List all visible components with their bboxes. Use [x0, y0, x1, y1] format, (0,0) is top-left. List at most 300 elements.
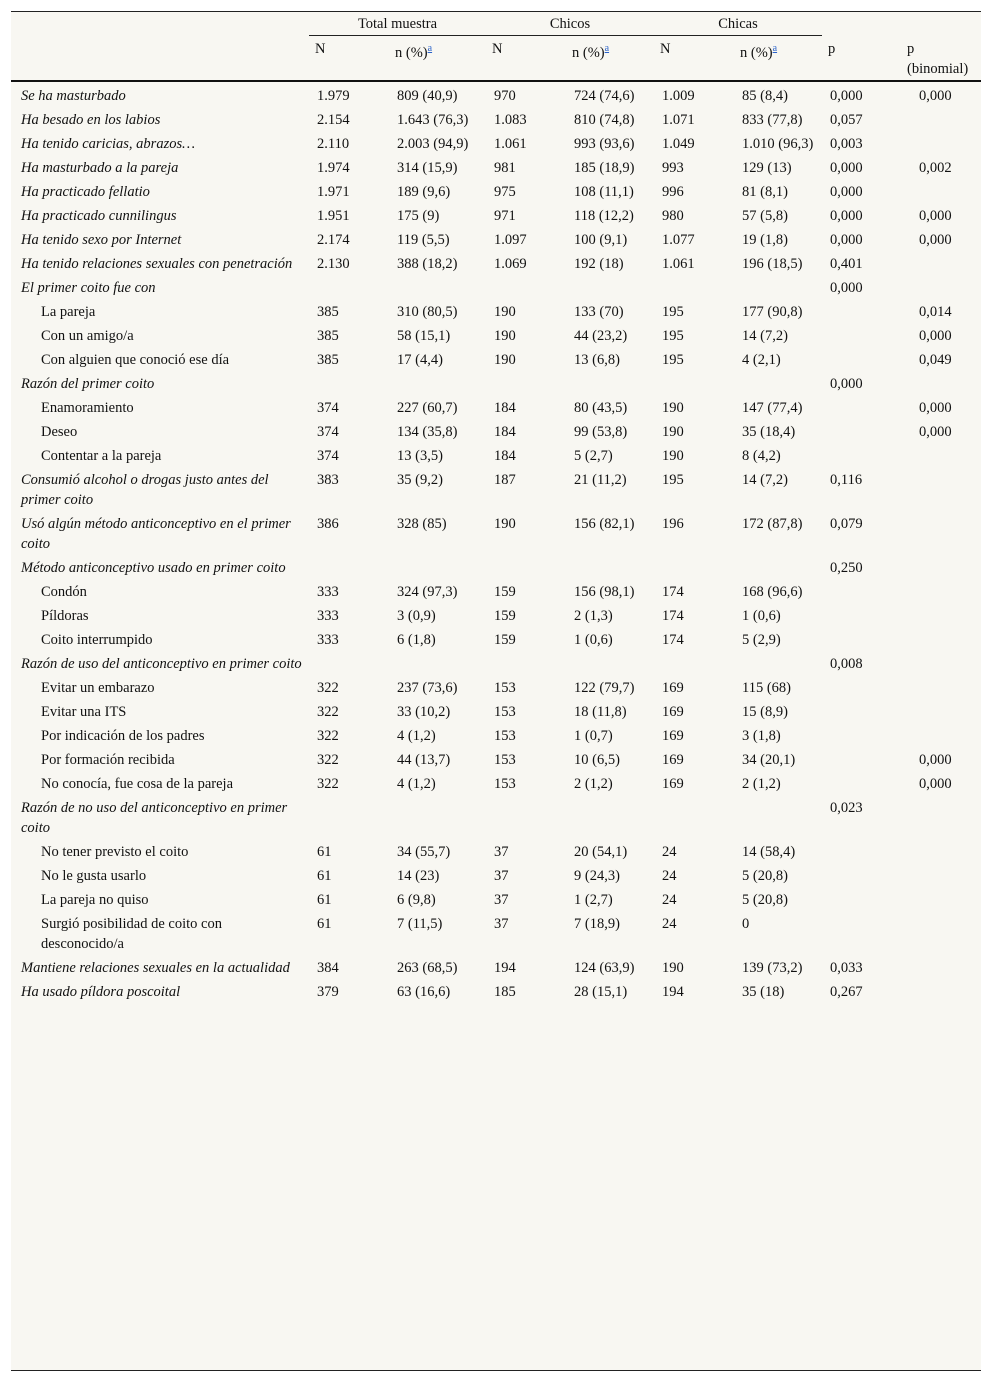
cell-npct-girls: 172 (87,8) — [742, 516, 803, 532]
cell-npct-total — [389, 796, 486, 840]
cell-npct-total: 134 (35,8) — [397, 424, 458, 440]
cell-p — [822, 604, 901, 628]
cell-npct-boys: 1 (0,7) — [574, 728, 613, 744]
cell-n-girls: 24 — [662, 916, 677, 932]
cell-npct-total: 58 (15,1) — [397, 328, 451, 344]
cell-p: 0,267 — [830, 984, 863, 1000]
table-row — [11, 888, 981, 912]
cell-npct-girls: 85 (8,4) — [742, 88, 788, 104]
cell-npct-girls — [734, 796, 822, 840]
cell-npct-total: 388 (18,2) — [397, 256, 458, 272]
cell-n-total: 61 — [317, 868, 332, 884]
cell-n-girls: 980 — [662, 208, 684, 224]
cell-n-total — [309, 372, 389, 396]
cell-n-girls — [654, 276, 734, 300]
table-row — [11, 396, 981, 420]
cell-p-binomial: 0,000 — [919, 208, 952, 224]
cell-p-binomial — [901, 108, 981, 132]
cell-n-girls: 196 — [662, 516, 684, 532]
cell-npct-total: 63 (16,6) — [397, 984, 451, 1000]
cell-npct-boys: 192 (18) — [574, 256, 624, 272]
table-row — [11, 204, 981, 228]
cell-p — [822, 772, 901, 796]
cell-n-boys: 190 — [494, 352, 516, 368]
cell-n-girls: 24 — [662, 868, 677, 884]
cell-p: 0,000 — [830, 184, 863, 200]
cell-n-girls: 169 — [662, 704, 684, 720]
cell-n-total: 385 — [317, 352, 339, 368]
cell-npct-total — [389, 652, 486, 676]
cell-n-girls: 174 — [662, 608, 684, 624]
cell-npct-total — [389, 276, 486, 300]
cell-p-binomial — [901, 468, 981, 512]
cell-n-boys: 190 — [494, 328, 516, 344]
cell-npct-boys: 5 (2,7) — [574, 448, 613, 464]
table-row — [11, 468, 981, 512]
cell-n-girls: 996 — [662, 184, 684, 200]
cell-npct-total: 314 (15,9) — [397, 160, 458, 176]
cell-n-total: 2.154 — [317, 112, 350, 128]
cell-n-total: 333 — [317, 632, 339, 648]
cell-p-binomial — [901, 700, 981, 724]
table-row — [11, 252, 981, 276]
table-row — [11, 324, 981, 348]
cell-npct-boys: 21 (11,2) — [574, 472, 627, 488]
cell-n-total: 1.979 — [317, 88, 350, 104]
cell-p-binomial — [901, 796, 981, 840]
cell-p-binomial: 0,000 — [919, 328, 952, 344]
table-row — [11, 228, 981, 252]
cell-p — [822, 724, 901, 748]
table-row — [11, 676, 981, 700]
row-label: Ha usado píldora poscoital — [21, 984, 181, 1000]
header-blank — [11, 12, 309, 39]
table-row — [11, 840, 981, 864]
cell-npct-total: 263 (68,5) — [397, 960, 458, 976]
row-label: No le gusta usarlo — [41, 868, 147, 884]
cell-p-binomial: 0,000 — [919, 752, 952, 768]
table-row — [11, 300, 981, 324]
cell-n-total: 2.174 — [317, 232, 350, 248]
cell-npct-boys: 156 (82,1) — [574, 516, 635, 532]
cell-npct-total: 4 (1,2) — [397, 776, 436, 792]
cell-npct-total: 6 (9,8) — [397, 892, 436, 908]
row-label: Razón del primer coito — [21, 376, 155, 392]
row-label: Ha practicado fellatio — [21, 184, 150, 200]
cell-npct-total: 6 (1,8) — [397, 632, 436, 648]
table-row — [11, 580, 981, 604]
cell-npct-total: 324 (97,3) — [397, 584, 458, 600]
cell-npct-girls: 1.010 (96,3) — [742, 136, 814, 152]
table-row — [11, 912, 981, 956]
cell-p: 0,008 — [830, 656, 863, 672]
cell-npct-total: 809 (40,9) — [397, 88, 458, 104]
cell-p-binomial — [901, 980, 981, 1004]
cell-npct-boys: 28 (15,1) — [574, 984, 628, 1000]
cell-n-boys — [486, 556, 566, 580]
cell-n-boys: 153 — [494, 728, 516, 744]
table-row — [11, 276, 981, 300]
cell-n-boys: 153 — [494, 752, 516, 768]
cell-npct-boys: 1 (0,6) — [574, 632, 613, 648]
cell-npct-girls: 115 (68) — [742, 680, 791, 696]
cell-n-total: 61 — [317, 892, 332, 908]
col-header-p-binomial: p (binomial) — [907, 41, 969, 77]
cell-npct-girls: 147 (77,4) — [742, 400, 803, 416]
footnote-link[interactable]: a — [427, 43, 433, 54]
cell-npct-girls: 14 (7,2) — [742, 328, 788, 344]
cell-p: 0,000 — [830, 376, 863, 392]
table-row — [11, 156, 981, 180]
row-label: El primer coito fue con — [21, 280, 156, 296]
row-label: Se ha masturbado — [21, 88, 126, 104]
cell-n-total: 1.971 — [317, 184, 350, 200]
cell-npct-girls: 129 (13) — [742, 160, 792, 176]
cell-npct-boys: 185 (18,9) — [574, 160, 635, 176]
cell-n-girls: 1.049 — [662, 136, 695, 152]
cell-p-binomial — [901, 132, 981, 156]
cell-p — [822, 348, 901, 372]
cell-n-total: 333 — [317, 608, 339, 624]
cell-p-binomial: 0,000 — [919, 232, 952, 248]
row-label: Por indicación de los padres — [41, 728, 205, 744]
cell-n-total: 322 — [317, 728, 339, 744]
cell-n-total — [309, 652, 389, 676]
cell-p-binomial — [901, 912, 981, 956]
cell-npct-girls: 1 (0,6) — [742, 608, 781, 624]
cell-p — [822, 420, 901, 444]
cell-npct-total: 2.003 (94,9) — [397, 136, 469, 152]
table-row — [11, 748, 981, 772]
row-label: No tener previsto el coito — [41, 844, 189, 860]
cell-n-total: 385 — [317, 328, 339, 344]
cell-npct-girls: 196 (18,5) — [742, 256, 803, 272]
cell-n-total: 322 — [317, 776, 339, 792]
cell-n-boys: 184 — [494, 400, 516, 416]
cell-p — [822, 840, 901, 864]
cell-n-total: 384 — [317, 960, 339, 976]
cell-npct-girls: 833 (77,8) — [742, 112, 803, 128]
cell-npct-girls: 5 (20,8) — [742, 868, 788, 884]
cell-p: 0,401 — [830, 256, 863, 272]
cell-npct-boys: 133 (70) — [574, 304, 624, 320]
cell-npct-total: 237 (73,6) — [397, 680, 458, 696]
cell-p-binomial — [901, 444, 981, 468]
cell-n-boys: 1.097 — [494, 232, 527, 248]
cell-npct-boys: 100 (9,1) — [574, 232, 628, 248]
table-header — [11, 12, 981, 81]
cell-p-binomial — [901, 580, 981, 604]
table-row — [11, 348, 981, 372]
cell-n-total — [309, 276, 389, 300]
cell-npct-total: 17 (4,4) — [397, 352, 443, 368]
cell-p-binomial — [901, 276, 981, 300]
row-label: No conocía, fue cosa de la pareja — [41, 776, 234, 792]
cell-npct-boys: 118 (12,2) — [574, 208, 634, 224]
cell-p — [822, 300, 901, 324]
cell-npct-boys: 99 (53,8) — [574, 424, 628, 440]
cell-n-boys: 187 — [494, 472, 516, 488]
cell-n-boys: 981 — [494, 160, 516, 176]
cell-p-binomial: 0,000 — [919, 88, 952, 104]
cell-p-binomial — [901, 652, 981, 676]
table-row — [11, 420, 981, 444]
row-label: Ha tenido caricias, abrazos… — [21, 136, 195, 152]
cell-npct-boys — [566, 796, 654, 840]
cell-p — [822, 628, 901, 652]
row-label: Usó algún método anticonceptivo en el primer coito — [21, 516, 291, 552]
cell-n-girls: 24 — [662, 844, 677, 860]
cell-p-binomial — [901, 724, 981, 748]
cell-p-binomial — [901, 180, 981, 204]
cell-n-total: 374 — [317, 448, 339, 464]
cell-p-binomial: 0,000 — [919, 776, 952, 792]
cell-p — [822, 912, 901, 956]
cell-npct-total: 4 (1,2) — [397, 728, 436, 744]
cell-p: 0,000 — [830, 88, 863, 104]
cell-n-total: 383 — [317, 472, 339, 488]
footnote-link[interactable]: a — [604, 43, 610, 54]
cell-n-total: 385 — [317, 304, 339, 320]
cell-npct-girls: 15 (8,9) — [742, 704, 788, 720]
cell-p: 0,023 — [830, 800, 863, 816]
cell-n-girls: 195 — [662, 328, 684, 344]
cell-n-boys: 159 — [494, 608, 516, 624]
cell-n-boys — [486, 652, 566, 676]
results-table — [11, 12, 981, 1004]
col-header-npct-girls: n (%)$^a$ — [740, 43, 778, 61]
cell-npct-boys — [566, 556, 654, 580]
cell-p: 0,000 — [830, 160, 863, 176]
cell-n-boys: 194 — [494, 960, 516, 976]
cell-npct-total: 119 (5,5) — [397, 232, 450, 248]
table-row — [11, 604, 981, 628]
footnote-link[interactable]: a — [772, 43, 778, 54]
table-row — [11, 796, 981, 840]
row-label: Surgió posibilidad de coito con desconocido/a — [41, 916, 222, 952]
cell-n-total: 1.974 — [317, 160, 350, 176]
row-label: Ha practicado cunnilingus — [21, 208, 177, 224]
cell-npct-boys — [566, 276, 654, 300]
row-label: Enamoramiento — [41, 400, 134, 416]
cell-n-total: 322 — [317, 752, 339, 768]
cell-p-binomial — [901, 556, 981, 580]
cell-n-girls: 194 — [662, 984, 684, 1000]
cell-p-binomial — [901, 956, 981, 980]
cell-n-total: 2.130 — [317, 256, 350, 272]
cell-n-girls: 993 — [662, 160, 684, 176]
cell-p: 0,000 — [830, 208, 863, 224]
cell-n-girls: 169 — [662, 752, 684, 768]
cell-npct-boys: 10 (6,5) — [574, 752, 620, 768]
cell-n-girls: 1.071 — [662, 112, 695, 128]
row-label: Ha besado en los labios — [21, 112, 161, 128]
col-header-n-boys: N — [492, 41, 503, 57]
cell-p-binomial — [901, 252, 981, 276]
cell-npct-girls: 2 (1,2) — [742, 776, 781, 792]
cell-n-boys: 159 — [494, 584, 516, 600]
cell-npct-girls: 81 (8,1) — [742, 184, 788, 200]
cell-npct-boys: 124 (63,9) — [574, 960, 635, 976]
cell-npct-boys: 993 (93,6) — [574, 136, 635, 152]
cell-npct-boys: 156 (98,1) — [574, 584, 635, 600]
cell-n-boys: 37 — [494, 868, 509, 884]
cell-n-total: 322 — [317, 704, 339, 720]
cell-npct-total — [389, 556, 486, 580]
cell-npct-boys: 724 (74,6) — [574, 88, 635, 104]
cell-npct-girls: 177 (90,8) — [742, 304, 803, 320]
cell-npct-total: 14 (23) — [397, 868, 440, 884]
cell-p: 0,250 — [830, 560, 863, 576]
cell-p-binomial — [901, 676, 981, 700]
cell-n-boys: 971 — [494, 208, 516, 224]
row-label: Deseo — [41, 424, 78, 440]
cell-p — [822, 580, 901, 604]
cell-p: 0,033 — [830, 960, 863, 976]
row-label: La pareja no quiso — [41, 892, 149, 908]
cell-n-total — [309, 556, 389, 580]
row-label: Ha tenido relaciones sexuales con penetración — [21, 256, 293, 272]
cell-p — [822, 864, 901, 888]
cell-npct-boys — [566, 372, 654, 396]
cell-npct-boys: 122 (79,7) — [574, 680, 635, 696]
cell-n-girls: 174 — [662, 584, 684, 600]
cell-n-girls — [654, 796, 734, 840]
cell-p-binomial — [901, 604, 981, 628]
cell-n-girls: 169 — [662, 776, 684, 792]
cell-npct-boys: 9 (24,3) — [574, 868, 620, 884]
table-row — [11, 180, 981, 204]
table-row — [11, 512, 981, 556]
cell-n-boys: 1.061 — [494, 136, 527, 152]
row-label: Razón de uso del anticonceptivo en primer coito — [21, 656, 302, 672]
cell-n-total: 374 — [317, 400, 339, 416]
row-label: Coito interrumpido — [41, 632, 153, 648]
cell-npct-boys: 810 (74,8) — [574, 112, 635, 128]
group-header-girls: Chicas — [654, 12, 822, 39]
cell-n-total: 2.110 — [317, 136, 350, 152]
cell-npct-total: 3 (0,9) — [397, 608, 436, 624]
cell-npct-girls — [734, 372, 822, 396]
row-label: La pareja — [41, 304, 96, 320]
cell-npct-total: 35 (9,2) — [397, 472, 443, 488]
cell-p-binomial: 0,014 — [919, 304, 952, 320]
table-row — [11, 772, 981, 796]
cell-p: 0,079 — [830, 516, 863, 532]
cell-npct-girls: 35 (18) — [742, 984, 785, 1000]
cell-n-boys: 975 — [494, 184, 516, 200]
cell-npct-girls — [734, 652, 822, 676]
col-header-n-girls: N — [660, 41, 671, 57]
cell-npct-total: 227 (60,7) — [397, 400, 458, 416]
cell-n-girls: 24 — [662, 892, 677, 908]
row-label: Ha masturbado a la pareja — [21, 160, 179, 176]
table-row — [11, 132, 981, 156]
cell-n-girls: 169 — [662, 728, 684, 744]
cell-p-binomial: 0,049 — [919, 352, 952, 368]
cell-npct-girls: 14 (7,2) — [742, 472, 788, 488]
cell-n-girls: 195 — [662, 352, 684, 368]
cell-npct-boys: 1 (2,7) — [574, 892, 613, 908]
table-row — [11, 108, 981, 132]
cell-n-total: 61 — [317, 916, 332, 932]
cell-npct-boys: 18 (11,8) — [574, 704, 627, 720]
cell-npct-girls: 5 (20,8) — [742, 892, 788, 908]
cell-n-girls: 190 — [662, 400, 684, 416]
table-row — [11, 652, 981, 676]
cell-npct-girls: 139 (73,2) — [742, 960, 803, 976]
cell-npct-girls: 19 (1,8) — [742, 232, 788, 248]
cell-n-boys: 1.083 — [494, 112, 527, 128]
col-header-n-total: N — [315, 41, 326, 57]
cell-n-total: 322 — [317, 680, 339, 696]
cell-n-boys: 153 — [494, 776, 516, 792]
cell-p-binomial: 0,002 — [919, 160, 952, 176]
cell-npct-girls: 3 (1,8) — [742, 728, 781, 744]
cell-n-boys: 184 — [494, 424, 516, 440]
cell-n-boys: 184 — [494, 448, 516, 464]
table-row — [11, 556, 981, 580]
cell-n-girls: 174 — [662, 632, 684, 648]
cell-npct-girls: 0 — [742, 916, 750, 932]
row-label: Píldoras — [41, 608, 89, 624]
cell-n-girls: 1.061 — [662, 256, 695, 272]
cell-n-girls — [654, 556, 734, 580]
cell-p — [822, 748, 901, 772]
cell-npct-total: 189 (9,6) — [397, 184, 451, 200]
row-label: Evitar una ITS — [41, 704, 127, 720]
cell-n-boys: 185 — [494, 984, 516, 1000]
cell-p: 0,000 — [830, 280, 863, 296]
table-row — [11, 628, 981, 652]
cell-p — [822, 888, 901, 912]
cell-npct-boys: 44 (23,2) — [574, 328, 628, 344]
cell-npct-total: 44 (13,7) — [397, 752, 451, 768]
cell-n-total: 386 — [317, 516, 339, 532]
table-body — [11, 81, 981, 1004]
cell-npct-total: 7 (11,5) — [397, 916, 443, 932]
cell-n-boys: 153 — [494, 704, 516, 720]
row-label: Con alguien que conoció ese día — [41, 352, 230, 368]
cell-p-binomial — [901, 840, 981, 864]
cell-n-total: 374 — [317, 424, 339, 440]
cell-p: 0,000 — [830, 232, 863, 248]
cell-npct-girls: 8 (4,2) — [742, 448, 781, 464]
row-label: Por formación recibida — [41, 752, 175, 768]
cell-npct-total: 310 (80,5) — [397, 304, 458, 320]
cell-n-boys — [486, 372, 566, 396]
cell-n-total: 61 — [317, 844, 332, 860]
cell-npct-boys: 80 (43,5) — [574, 400, 628, 416]
cell-npct-boys: 7 (18,9) — [574, 916, 620, 932]
cell-n-girls: 190 — [662, 448, 684, 464]
cell-p — [822, 396, 901, 420]
cell-npct-total: 13 (3,5) — [397, 448, 443, 464]
cell-p-binomial — [901, 888, 981, 912]
cell-p-binomial — [901, 512, 981, 556]
cell-n-boys: 1.069 — [494, 256, 527, 272]
table-row — [11, 864, 981, 888]
cell-p — [822, 324, 901, 348]
cell-npct-total — [389, 372, 486, 396]
cell-p-binomial — [901, 628, 981, 652]
cell-n-boys: 190 — [494, 516, 516, 532]
cell-npct-girls — [734, 556, 822, 580]
results-table-container — [11, 11, 981, 1371]
table-row — [11, 444, 981, 468]
table-row — [11, 724, 981, 748]
cell-npct-boys: 13 (6,8) — [574, 352, 620, 368]
